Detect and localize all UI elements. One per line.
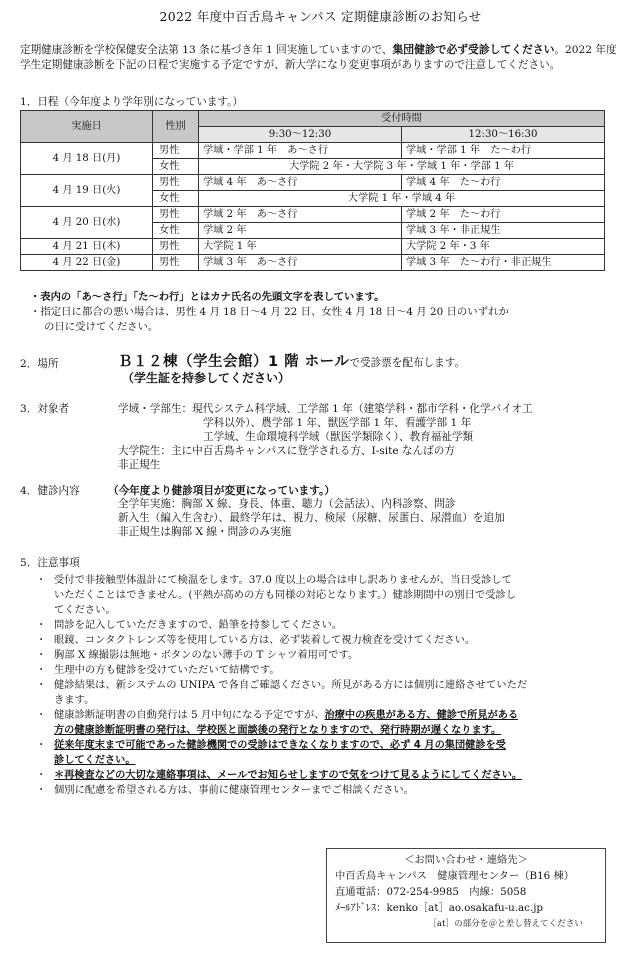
- row-am: 学域 3 年 あ～さ行: [199, 255, 402, 271]
- section4-bold: （今年度より健診項目が変更になっています。）: [108, 485, 335, 497]
- section4-line-1: 全学年実施：胸部 X 線、身長、体重、聴力（会話法）、内科診察、問診: [118, 498, 456, 510]
- row-sex: 男性: [153, 143, 199, 159]
- header-reception: 受付時間: [199, 111, 605, 127]
- contact-note: ［at］の部分を＠と差し替えてください: [428, 919, 583, 929]
- item-line: 眼鏡、コンタクトレンズ等を使用している方は、必ず装着して視力検査を受けてください。: [54, 634, 476, 646]
- section3-line-4: 大学院生：主に中百舌鳥キャンパスに登学される方、I-site なんばの方: [118, 445, 455, 457]
- intro-paragraph: [20, 42, 618, 73]
- list-item: [36, 738, 611, 768]
- list-item: [36, 708, 611, 738]
- section3-line-3: 工学域、生命環境科学域（獣医学類除く）、教育福祉学類: [203, 431, 474, 443]
- item-line: [54, 708, 611, 723]
- row-am: 学域 2 年 あ～さ行: [199, 207, 402, 223]
- place-name: Ｂ１２棟（学生会館）1 階 ホール: [118, 354, 350, 370]
- row-sex: 男性: [153, 239, 199, 255]
- row-sex: 男性: [153, 255, 199, 271]
- header-pm: 12:30～16:30: [402, 127, 605, 143]
- list-item: [36, 648, 611, 663]
- contact-title: ＜お問い合わせ・連絡先＞: [404, 854, 528, 866]
- bullet: ・: [36, 649, 47, 661]
- bullet: ・: [36, 619, 47, 631]
- section4-line-3: 非正規生は胸部 X 線・問診のみ実施: [118, 526, 292, 538]
- row-sex: 男性: [153, 207, 199, 223]
- contact-org: 中百舌鳥キャンパス 健康管理センター（B16 棟）: [335, 870, 575, 882]
- row-pm: 学域 3 年・非正規生: [402, 223, 605, 239]
- bullet: ・: [36, 574, 47, 586]
- section3-label: 3．対象者: [20, 403, 70, 415]
- bullet: ・: [36, 784, 47, 796]
- row-all: 大学院 1 年・学域 4 年: [199, 191, 605, 207]
- caution-list: [36, 573, 611, 798]
- list-item: [36, 663, 611, 678]
- row-date: 4 月 21 日(木): [21, 239, 153, 255]
- header-date: 実施日: [21, 111, 153, 143]
- note-alt-date-2: の日に受けてください。: [44, 321, 159, 333]
- row-am: 学域・学部 1 年 あ～さ行: [199, 143, 402, 159]
- intro-bold: 集団健診で必ず受診してください: [392, 43, 555, 56]
- item-line: 受付で非接触型体温計にて検温をします。37.0 度以上の場合は申し訳ありませんが、当日受診して: [54, 574, 512, 586]
- list-item: [36, 618, 611, 633]
- intro-text-2: 。2022 年度学生定期健康診断を下記の日程で実施する予定ですが、新大学になり変更事項がありますので注意してください。: [20, 44, 617, 71]
- item-line: 健診結果は、新システムの UNIPA で各自ご確認ください。所見がある方には個別に連絡させていただ: [54, 679, 528, 691]
- item-line: きます。: [54, 694, 95, 706]
- intro-text-1: 定期健康診断を学校保健安全法第 13 条に基づき年 1 回実施していますので、: [20, 44, 393, 56]
- row-am: 大学院 1 年: [199, 239, 402, 255]
- section1-heading: 1．日程（今年度より学年別になっています。）: [20, 96, 244, 108]
- row-sex: 女性: [153, 159, 199, 175]
- item-underline: 治療中の疾患がある方、健診で所見がある: [324, 710, 519, 721]
- row-am: 学域 4 年 あ～さ行: [199, 175, 402, 191]
- section5-label: 5．注意事項: [20, 557, 80, 569]
- item-text: 健康診断証明書の自動発行は 5 月中旬になる予定ですが、: [54, 709, 325, 721]
- row-pm: 学域 4 年 た～わ行: [402, 175, 605, 191]
- row-pm: 学域 3 年 た～わ行・非正規生: [402, 255, 605, 271]
- bullet: ・: [36, 739, 47, 751]
- item-line: 問診を記入していただきますので、鉛筆を持参してください。: [54, 619, 343, 631]
- header-sex: 性別: [153, 111, 199, 143]
- list-item: [36, 633, 611, 648]
- section2-label: 2．場所: [20, 358, 59, 370]
- note-kana: ・表内の「あ～さ行」「た～わ行」とはカナ氏名の先頭文字を表しています。: [30, 291, 385, 303]
- list-item: [36, 768, 611, 783]
- list-item: [36, 573, 611, 618]
- item-underline: ＊再検査などの大切な連絡事項は、メールでお知らせしますので気をつけて見るようにしてください。: [54, 770, 523, 781]
- contact-mail: ﾒｰﾙｱﾄﾞﾚｽ：kenko［at］ao.osakafu-u.ac.jp: [335, 902, 543, 914]
- header-am: 9:30～12:30: [199, 127, 402, 143]
- row-sex: 男性: [153, 175, 199, 191]
- item-line: 個別に配慮を希望される方は、事前に健康管理センターまでご相談ください。: [54, 784, 414, 796]
- row-pm: 学域・学部 1 年 た～わ行: [402, 143, 605, 159]
- table-row: [21, 143, 605, 159]
- row-date: 4 月 18 日(月): [21, 143, 153, 175]
- section4-line-2: 新入生（編入生含む）、最終学年は、視力、検尿（尿糖、尿蛋白、尿潜血）を追加: [118, 512, 505, 524]
- bullet: ・: [36, 664, 47, 676]
- row-pm: 学域 2 年 た～わ行: [402, 207, 605, 223]
- bullet: ・: [36, 769, 47, 781]
- page-title: 2022 年度中百舌鳥キャンパス 定期健康診断のお知らせ: [159, 9, 482, 24]
- place-note: （学生証を持参してください）: [122, 371, 291, 385]
- row-date: 4 月 19 日(火): [21, 175, 153, 207]
- schedule-notes: [30, 290, 615, 335]
- item-line: 胸部 X 線撮影は無地・ボタンのない薄手の T シャツ着用可です。: [54, 649, 359, 661]
- bullet: ・: [36, 709, 47, 721]
- item-line: 生理中の方も健診を受けていただいて結構です。: [54, 664, 280, 676]
- bullet: ・: [36, 634, 47, 646]
- section2-place: [118, 353, 465, 372]
- list-item: [36, 783, 611, 798]
- table-row: [21, 207, 605, 223]
- item-line: てください。: [54, 604, 116, 616]
- place-suffix: で受診票を配布します。: [349, 357, 466, 369]
- row-am: 学域 2 年: [199, 223, 402, 239]
- row-sex: 女性: [153, 191, 199, 207]
- row-pm: 大学院 2 年・3 年: [402, 239, 605, 255]
- row-date: 4 月 22 日(金): [21, 255, 153, 271]
- section3-line-5: 非正規生: [118, 459, 161, 471]
- item-underline: 従来年度末まで可能であった健診機関での受診はできなくなりますので、必ず 4 月の集団健診を受: [54, 740, 506, 751]
- contact-phone: 直通電話：072-254-9985 内線：5058: [335, 886, 527, 898]
- item-underline: 診してください。: [54, 755, 136, 766]
- row-sex: 女性: [153, 223, 199, 239]
- note-alt-date-1: ・指定日に都合の悪い場合は、男性 4 月 18 日～4 月 22 日、女性 4 月 18 日～4 月 20 日のいずれか: [30, 306, 509, 318]
- schedule-table: [20, 110, 605, 271]
- section3-line-2: 学科以外）、農学部 1 年、獣医学部 1 年、看護学部 1 年: [203, 417, 472, 429]
- table-row: [21, 255, 605, 271]
- row-all: 大学院 2 年・大学院 3 年・学域 1 年・学部 1 年: [199, 159, 605, 175]
- table-row: [21, 175, 605, 191]
- row-date: 4 月 20 日(水): [21, 207, 153, 239]
- item-line: いただくことはできません。(平熱が高めの方も同様の対応となります。）健診期間中の別日で受診し: [54, 589, 517, 601]
- table-row: [21, 239, 605, 255]
- bullet: ・: [36, 679, 47, 691]
- item-underline: 方の健康診断証明書の発行は、学校医と面談後の発行となりますので、発行時期が遅くなります。: [54, 725, 502, 736]
- section4-label: 4．健診内容: [20, 485, 80, 497]
- section3-line-1: 学域・学部生：現代システム科学域、工学部 1 年（建築学科・都市学科・化学バイオ工: [118, 403, 533, 415]
- list-item: [36, 678, 611, 708]
- contact-box: [326, 848, 606, 943]
